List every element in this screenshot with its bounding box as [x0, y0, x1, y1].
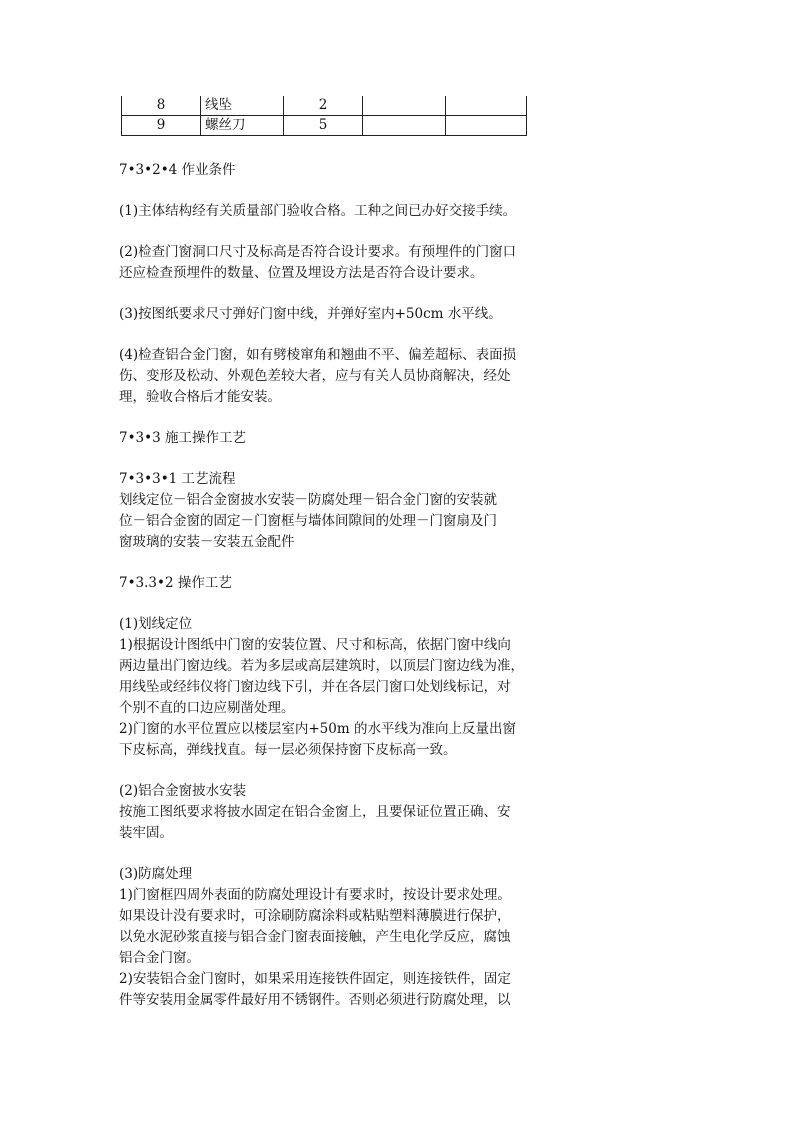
- tool-name: 螺丝刀: [201, 116, 284, 136]
- empty-cell: [363, 96, 446, 116]
- row-number: 9: [122, 116, 201, 136]
- section-heading-operation-process: 7•3.3•2 操作工艺: [119, 575, 232, 591]
- empty-cell: [446, 96, 527, 116]
- paragraph: (1)主体结构经有关质量部门验收合格。工种之间已办好交接手续。: [119, 203, 517, 219]
- empty-cell: [446, 116, 527, 136]
- paragraph: (2)检查门窗洞口尺寸及标高是否符合设计要求。有预埋件的门窗口 还应检查预埋件的数量、位置及埋设方法是否符合设计要求。: [119, 244, 517, 281]
- tool-name: 线坠: [201, 96, 284, 116]
- table-row: [122, 116, 527, 136]
- tools-table: [121, 96, 527, 136]
- table-row: [122, 96, 527, 116]
- paragraph: 7•3•3•1 工艺流程 划线定位－铝合金窗披水安装－防腐处理－铝合金门窗的安装就 位－铝合金窗的固定－门窗框与墙体间隙间的处理－门窗扇及门 窗玻璃的安装－安装五金配件: [119, 471, 497, 550]
- tool-quantity: 2: [284, 96, 363, 116]
- document-body: [119, 96, 529, 1011]
- paragraph: (2)铝合金窗披水安装 按施工图纸要求将披水固定在铝合金窗上，且要保证位置正确、安 装牢固。: [119, 783, 511, 841]
- paragraph: (3)按图纸要求尺寸弹好门窗中线，并弹好室内+50cm 水平线。: [119, 306, 502, 322]
- paragraph: (4)检查铝合金门窗，如有劈棱窜角和翘曲不平、偏差超标、表面损 伤、变形及松动、外观色差较大者，应与有关人员协商解决，经处 理，验收合格后才能安装。: [119, 347, 517, 405]
- empty-cell: [363, 116, 446, 136]
- tool-quantity: 5: [284, 116, 363, 136]
- paragraph: (3)防腐处理 1)门窗框四周外表面的防腐处理设计有要求时，按设计要求处理。 如果设计没有要求时，可涂刷防腐涂料或粘贴塑料薄膜进行保护， 以免水泥砂浆直接与铝合金门窗表面接触，产生电化学反应，腐蚀 铝合金门窗。 2)安装铝合金门窗时，如果采用连接铁件固定，则连接铁件，固定 件等安装用金属零件最好用不锈钢件。否则必须进行防腐处理，以: [119, 866, 511, 1008]
- paragraph: (1)划线定位 1)根据设计图纸中门窗的安装位置、尺寸和标高，依据门窗中线向 两边量出门窗边线。若为多层或高层建筑时，以顶层门窗边线为准， 用线坠或经纬仪将门窗边线下引，并在各层门窗口处划线标记，对 个别不直的口边应剔凿处理。 2)门窗的水平位置应以楼层室内+50m 的水平线为准向上反量出窗 下皮标高，弹线找直。每一层必须保持窗下皮标高一致。: [119, 616, 524, 758]
- section-heading-construction-process: 7•3•3 施工操作工艺: [119, 430, 246, 446]
- row-number: 8: [122, 96, 201, 116]
- section-heading-work-conditions: 7•3•2•4 作业条件: [119, 162, 236, 178]
